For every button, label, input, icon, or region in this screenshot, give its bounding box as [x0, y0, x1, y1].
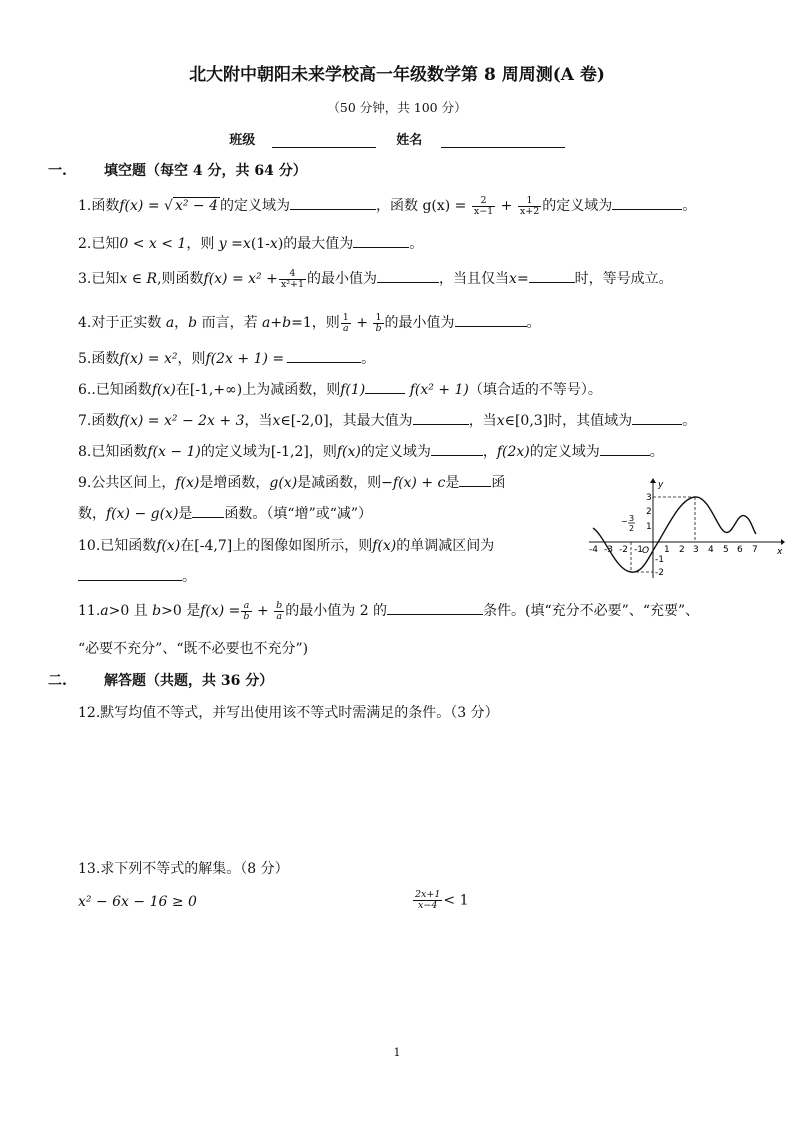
frac-den: a: [276, 610, 283, 622]
q5-text: 。: [361, 351, 376, 367]
frac-den: a: [342, 322, 349, 334]
q5-f2x1: f(2x + 1) =: [205, 351, 285, 367]
fraction: [472, 196, 495, 217]
q6-text: （填合适的不等号）。: [468, 382, 602, 398]
neg-three-halves-den: 2: [629, 524, 635, 533]
section-solve-header: [48, 670, 273, 690]
x-tick-label: -1: [634, 545, 643, 555]
origin-label: O: [642, 546, 650, 556]
x-tick-label: 7: [752, 545, 758, 555]
section-title: 解答题（共题，共 36 分）: [104, 673, 274, 689]
frac-num: a: [241, 601, 251, 612]
fraction: [274, 601, 284, 622]
plus: +: [252, 603, 274, 619]
frac-num: 2: [472, 196, 495, 207]
q4-text: 的最小值为: [384, 315, 455, 331]
y-tick-label: -2: [655, 568, 664, 578]
name-field[interactable]: [441, 133, 565, 148]
q3-text: 的最小值为: [307, 271, 378, 287]
q2-var: x: [242, 236, 251, 252]
fraction: [279, 269, 306, 290]
q4-var: a: [262, 315, 271, 331]
q10-text: 在[-4,7]上的图像如图所示，则: [180, 538, 373, 554]
question-6: [78, 379, 602, 399]
question-11-line-2: [78, 638, 308, 658]
fraction: [518, 196, 541, 217]
q6-text: 在[-1,+∞)上为减函数，则: [175, 382, 341, 398]
fraction: [413, 890, 442, 911]
q5-fx: f(x) = x²: [119, 351, 178, 367]
x-tick-label: 4: [708, 545, 714, 555]
q8-text: 8.已知函数: [78, 444, 148, 460]
function-graph: [585, 478, 785, 580]
q8-f2x: f(2x): [496, 444, 530, 460]
plus: +: [496, 198, 517, 214]
class-field[interactable]: [272, 133, 376, 148]
x-tick-label: 1: [664, 545, 670, 555]
question-9-line-2: [78, 503, 372, 523]
answer-blank[interactable]: [612, 195, 682, 210]
q3-fx: f(x): [203, 271, 228, 287]
question-5: [78, 348, 375, 368]
x-tick-label: 3: [693, 545, 699, 555]
q10-text: 10.已知函数: [78, 538, 157, 554]
x-tick-label: 2: [679, 545, 685, 555]
q9-text: 数，: [78, 506, 106, 522]
q4-text: =1，则: [291, 315, 340, 331]
q7-var: x: [272, 413, 281, 429]
question-13: 13.求下列不等式的解集。（8 分）: [78, 861, 289, 877]
q1-text: 1.函数: [78, 198, 120, 214]
q11-text: >0 且: [108, 603, 153, 619]
q7-fx: f(x) = x² − 2x + 3: [119, 413, 245, 429]
question-1: 1.函数f(x) = √ x² − 4 的定义域为 ，函数 g(x) = $\frac{2}{x-1}$ + $\frac{1}{x+2}$ 的定义域为 。: [78, 194, 697, 217]
q3-text: ，当且仅当: [439, 271, 510, 287]
q1-eq: =: [143, 198, 165, 214]
section-number: 一.: [48, 163, 67, 179]
x-tick-label: 5: [723, 545, 729, 555]
answer-blank[interactable]: [387, 600, 483, 615]
x-tick-label: -3: [604, 545, 613, 555]
page-number: 1: [393, 1046, 401, 1059]
q10-text: 。: [182, 569, 196, 585]
class-label: 班级: [229, 133, 256, 148]
question-9-line-1: [78, 472, 505, 492]
frac-den: x−4: [418, 900, 438, 911]
y-tick-label: -1: [655, 555, 664, 565]
answer-blank[interactable]: [413, 410, 469, 425]
section-title: 填空题（每空 4 分，共 64 分）: [104, 163, 307, 179]
q8-fxm1: f(x − 1): [147, 444, 201, 460]
question-10-line-1: [78, 535, 494, 555]
q4-var: b: [188, 315, 198, 331]
q4-text: 4.对于正实数: [78, 315, 166, 331]
q4-var: b: [282, 315, 292, 331]
y-axis-label: y: [658, 480, 664, 490]
q11-text: 的最小值为 2 的: [285, 603, 388, 619]
fraction: [241, 601, 251, 622]
q3-text: =: [516, 271, 529, 287]
q1-sqrt: x² − 4: [174, 198, 218, 214]
exam-duration: （50 分钟，共 100 分）: [327, 100, 467, 115]
q5-text: ，则: [177, 351, 206, 367]
q10-text: 的单调减区间为: [396, 538, 495, 554]
inequality-1: x² − 6x − 16 ≥ 0: [78, 894, 197, 910]
x-axis-arrow: [781, 539, 785, 545]
frac-den: b: [375, 322, 382, 334]
q11-var: b: [152, 603, 162, 619]
q2-text: ，则: [186, 236, 219, 252]
q11-fx: f(x) =: [200, 603, 241, 619]
q6-text: 6..已知函数: [78, 382, 152, 398]
frac-den: b: [243, 610, 250, 622]
q2-var: y: [218, 236, 227, 252]
q9-text: 是: [178, 506, 193, 522]
q11-text: 条件。(填“充分不必要”、“充要”、: [483, 603, 700, 619]
q7-var: x: [496, 413, 505, 429]
q6-rhs: f(x² + 1): [409, 382, 469, 398]
q3-cond: x ∈ R: [119, 271, 158, 287]
answer-blank[interactable]: [78, 566, 182, 581]
frac-den: x²+1: [280, 278, 305, 290]
q9-text: 函数。（填“增”或“减”）: [224, 506, 373, 522]
q8-fx: f(x): [336, 444, 361, 460]
answer-blank[interactable]: [431, 441, 483, 456]
frac-den: x−1: [473, 205, 494, 217]
question-2: [78, 233, 423, 253]
student-info-row: [0, 129, 794, 148]
question-12: 12.默写均值不等式，并写出使用该不等式时需满足的条件。（3 分）: [78, 705, 499, 721]
x-tick-label: -2: [619, 545, 628, 555]
q1-fx: f(x): [119, 198, 144, 214]
q3-text: 时，等号成立。: [574, 271, 673, 287]
answer-blank[interactable]: [459, 472, 491, 487]
q9-text: 9.公共区间上，: [78, 475, 176, 491]
q10-fx: f(x): [156, 538, 181, 554]
q4-var: a: [165, 315, 175, 331]
q2-text: (1-: [250, 236, 270, 252]
q7-text: 7.函数: [78, 413, 120, 429]
q9-text: 是增函数，: [199, 475, 270, 491]
q2-var: x: [269, 236, 278, 252]
q2-range: 0 < x < 1: [119, 236, 187, 252]
neg-three-halves-num: 3: [629, 514, 635, 523]
q2-text: =: [226, 236, 243, 252]
q6-f1: f(1): [340, 382, 366, 398]
q9-diff: f(x) − g(x): [106, 506, 179, 522]
frac-num: 4: [279, 269, 306, 280]
q11-text: “必要不充分”、“既不必要也不充分”): [78, 641, 309, 657]
frac-den: x+2: [519, 205, 540, 217]
q8-text: 的定义域为: [360, 444, 431, 460]
q1-text: 。: [682, 198, 697, 214]
q7-text: ，当: [244, 413, 273, 429]
q1-text: 的定义域为: [219, 198, 290, 214]
y-tick-label: 2: [646, 507, 652, 517]
answer-blank[interactable]: [632, 410, 682, 425]
q4-text: 而言，若: [197, 315, 263, 331]
q9-gx: g(x): [269, 475, 298, 491]
q3-text: 3.已知: [78, 271, 120, 287]
answer-blank[interactable]: [600, 441, 650, 456]
q9-neg: −f(x) + c: [381, 475, 446, 491]
frac-num: b: [276, 599, 283, 611]
name-label: 姓名: [396, 133, 423, 148]
frac-num: 2x+1: [415, 889, 441, 900]
inequality-2: [412, 890, 469, 911]
fraction: [373, 313, 383, 334]
y-tick-label: 3: [646, 493, 652, 503]
q9-text: 是: [445, 475, 460, 491]
answer-blank[interactable]: [377, 268, 439, 283]
page-title: 北大附中朝阳未来学校高一年级数学第 8 周周测(A 卷): [189, 65, 605, 85]
neg-three-halves-sign: −: [621, 517, 628, 526]
q1-eq: =: [450, 198, 471, 214]
section-number: 二.: [48, 673, 67, 689]
answer-blank[interactable]: [287, 348, 361, 363]
answer-blank[interactable]: [365, 379, 405, 394]
q4-text: ，: [174, 315, 189, 331]
q7-text: 。: [682, 413, 697, 429]
y-tick-label: 1: [646, 522, 652, 532]
q4-text: 。: [526, 315, 541, 331]
q7-text: ∈[0,3]时，其值域为: [504, 413, 633, 429]
q2-text: )的最大值为: [277, 236, 354, 252]
q7-text: ∈[-2,0]，其最大值为: [280, 413, 413, 429]
q8-text: ，: [482, 444, 497, 460]
q10-fx: f(x): [372, 538, 397, 554]
question-10-line-2: [78, 566, 196, 586]
function-curve: [593, 497, 756, 572]
frac-num: 1: [518, 196, 541, 207]
q9-fx: f(x): [175, 475, 200, 491]
question-7: [78, 410, 696, 430]
question-8: [78, 441, 664, 461]
q8-text: 的定义域为: [529, 444, 600, 460]
y-axis-arrow: [650, 478, 656, 483]
q8-text: 的定义域为[-1,2]，则: [200, 444, 337, 460]
q1-text: 的定义域为: [542, 198, 613, 214]
q4-text: +: [270, 315, 283, 331]
q8-text: 。: [649, 444, 664, 460]
q7-text: ，当: [468, 413, 497, 429]
q9-text: 是减函数，则: [297, 475, 382, 491]
frac-num: 1: [342, 311, 349, 323]
q1-gx: g(x): [422, 198, 451, 214]
q11-text: >0 是: [161, 603, 201, 619]
q11-text: 11.: [78, 603, 101, 619]
inequality-2-tail: < 1: [443, 892, 469, 909]
q3-var: x: [509, 271, 517, 287]
plus: +: [351, 315, 373, 331]
section-fill-in-header: [48, 160, 307, 180]
question-3: [78, 268, 673, 290]
x-tick-label: -4: [589, 545, 598, 555]
fraction: [341, 313, 351, 334]
q3-text: ,则函数: [157, 271, 204, 287]
answer-blank[interactable]: [290, 195, 376, 210]
answer-blank[interactable]: [455, 312, 527, 327]
q5-text: 5.函数: [78, 351, 120, 367]
q3-rhs: = x² +: [231, 271, 278, 287]
q11-var: a: [100, 603, 109, 619]
x-axis-label: x: [777, 547, 783, 557]
answer-blank[interactable]: [353, 233, 409, 248]
q2-text: 。: [409, 236, 424, 252]
question-11-line-1: [78, 600, 699, 622]
q1-text: ，函数: [375, 198, 423, 214]
frac-num: 1: [373, 313, 383, 324]
answer-blank[interactable]: [529, 268, 575, 283]
question-4: [78, 312, 541, 334]
q6-fx: f(x): [151, 382, 176, 398]
q2-text: 2.已知: [78, 236, 120, 252]
q9-text: 函: [491, 475, 506, 491]
x-tick-label: 6: [737, 545, 743, 555]
answer-blank[interactable]: [192, 503, 224, 518]
